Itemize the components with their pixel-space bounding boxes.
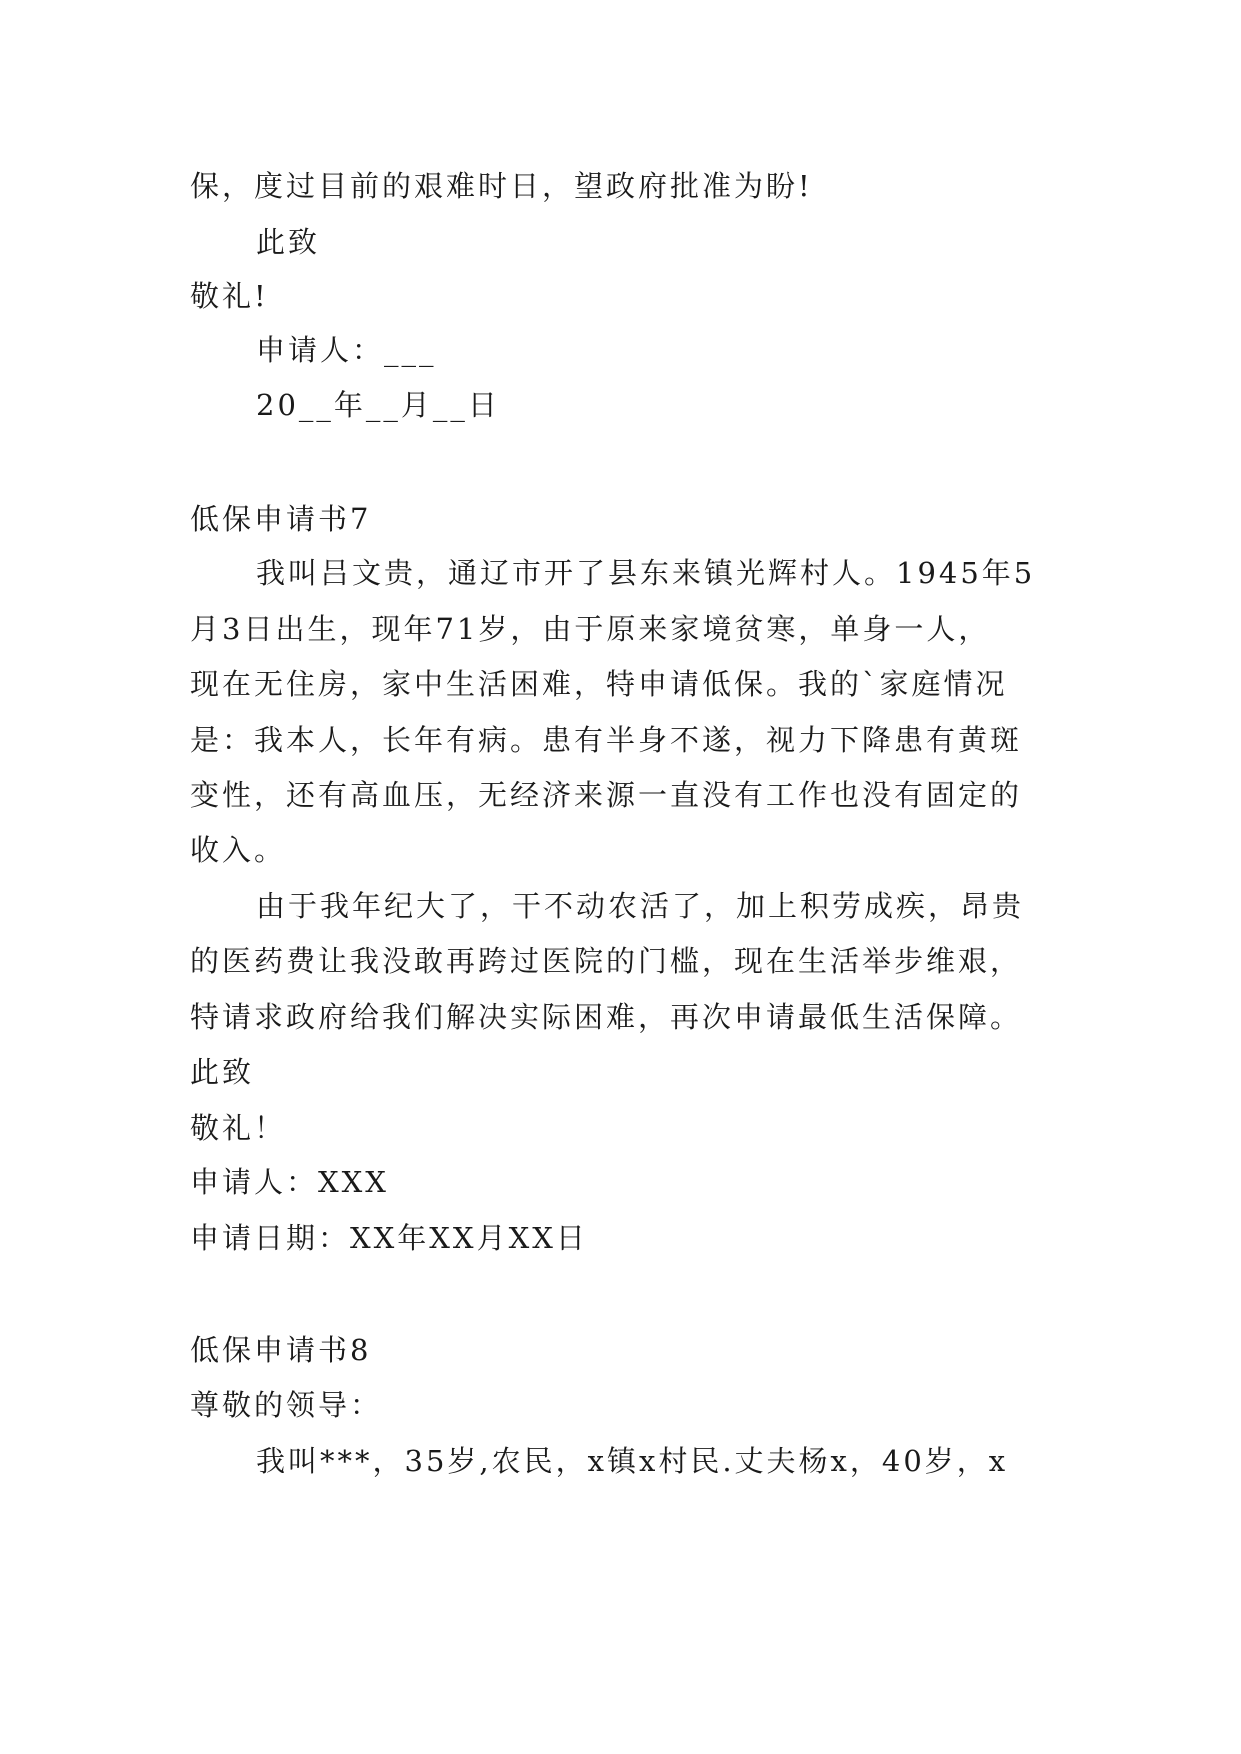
salutation-jingli: 敬礼！ [190,1111,287,1145]
paragraph-line: 的医药费让我没敢再跨过医院的门槛，现在生活举步维艰， [190,944,1023,978]
paragraph-line: 我叫吕文贵，通辽市开了县东来镇光辉村人。1945年5 [256,556,1036,590]
greeting-line: 尊敬的领导： [190,1388,383,1422]
paragraph-line: 月3日出生，现年71岁，由于原来家境贫寒，单身一人， [190,612,991,646]
paragraph-line: 特请求政府给我们解决实际困难，再次申请最低生活保障。 [190,1000,1023,1034]
date-line: 20__年__月__日 [256,388,500,422]
paragraph-line: 保，度过目前的艰难时日，望政府批准为盼! [190,169,813,203]
paragraph-line: 由于我年纪大了，干不动农活了，加上积劳成疾，昂贵 [256,889,1025,923]
paragraph-line: 现在无住房，家中生活困难，特申请低保。我的`家庭情况 [190,667,1008,701]
paragraph-line: 收入。 [190,833,287,867]
section-heading-7: 低保申请书7 [190,502,372,536]
applicant-line: 申请人：XXX [190,1165,389,1199]
paragraph-line: 是：我本人，长年有病。患有半身不遂，视力下降患有黄斑 [190,723,1023,757]
section-heading-8: 低保申请书8 [190,1333,372,1367]
paragraph-line: 变性，还有高血压，无经济来源一直没有工作也没有固定的 [190,778,1023,812]
applicant-line: 申请人：___ [256,333,437,367]
application-date-line: 申请日期：XX年XX月XX日 [190,1221,588,1255]
salutation-jingli: 敬礼! [190,279,269,313]
salutation-cizhi: 此致 [256,225,321,259]
salutation-cizhi: 此致 [190,1055,255,1089]
paragraph-line: 我叫***，35岁,农民，x镇x村民.丈夫杨x，40岁，x [256,1444,1009,1478]
